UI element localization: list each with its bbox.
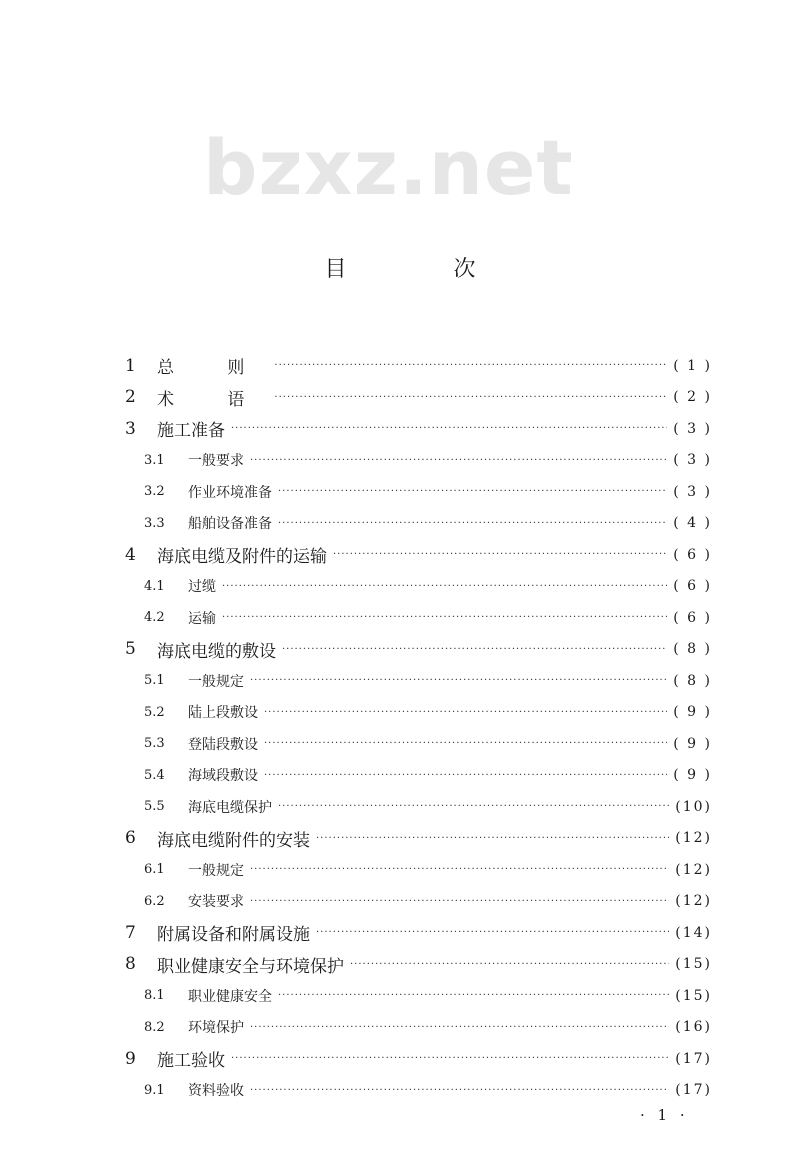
toc-entry [122, 791, 712, 823]
toc-entry [122, 539, 712, 571]
toc-leader-dots [231, 1053, 669, 1064]
toc-entry-page: ( 6 ) [673, 578, 712, 595]
toc-entry-number: 9 [125, 1048, 136, 1069]
toc-entry [122, 917, 712, 949]
watermark: bzxz.net [203, 123, 574, 212]
toc-entry-number: 3 [125, 418, 136, 439]
page-title: 目 次 [324, 257, 526, 282]
toc-entry [122, 823, 712, 855]
toc-entry-label: 作业环境准备 [188, 484, 272, 501]
toc-entry [122, 697, 712, 729]
toc-leader-dots [264, 770, 667, 781]
toc-entry-label: 海底电缆附件的安装 [157, 830, 310, 851]
toc-entry-number: 5.2 [144, 704, 165, 720]
toc-entry-label: 术 语 [157, 389, 269, 410]
table-of-contents [122, 350, 712, 1106]
toc-leader-dots [274, 392, 667, 403]
toc-entry [122, 602, 712, 634]
toc-entry-number: 3.1 [144, 452, 165, 468]
toc-entry-label: 环境保护 [188, 1020, 244, 1037]
toc-entry-label: 海域段敷设 [188, 768, 258, 785]
toc-leader-dots [250, 675, 667, 686]
toc-leader-dots [350, 959, 669, 970]
toc-entry-label: 运输 [188, 610, 216, 627]
toc-leader-dots [278, 486, 667, 497]
toc-entry [122, 350, 712, 382]
toc-entry-number: 5 [125, 639, 136, 660]
toc-leader-dots [333, 549, 667, 560]
page-number: · 1 · [640, 1106, 689, 1124]
toc-entry [122, 980, 712, 1012]
toc-entry-number: 6 [125, 828, 136, 849]
toc-entry-page: (17) [675, 1050, 712, 1067]
toc-entry [122, 634, 712, 666]
toc-leader-dots [274, 360, 667, 371]
toc-entry-label: 海底电缆及附件的运输 [157, 547, 327, 568]
toc-entry-label: 登陆段敷设 [188, 736, 258, 753]
toc-entry [122, 760, 712, 792]
toc-entry [122, 854, 712, 886]
toc-entry-label: 一般规定 [188, 862, 244, 879]
toc-leader-dots [316, 833, 669, 844]
toc-entry-label: 过缆 [188, 579, 216, 596]
toc-entry-page: ( 6 ) [673, 546, 712, 563]
toc-entry [122, 508, 712, 540]
toc-entry-label: 施工准备 [157, 421, 225, 442]
toc-entry [122, 665, 712, 697]
toc-entry-page: ( 9 ) [673, 767, 712, 784]
toc-entry-label: 安装要求 [188, 894, 244, 911]
toc-entry-label: 一般规定 [188, 673, 244, 690]
toc-entry-number: 9.1 [144, 1082, 165, 1098]
toc-entry-label: 海底电缆的敷设 [157, 641, 276, 662]
toc-entry [122, 949, 712, 981]
toc-entry [122, 1012, 712, 1044]
toc-entry-number: 5.5 [144, 799, 165, 815]
toc-entry-number: 3.2 [144, 484, 165, 500]
toc-entry-page: ( 2 ) [673, 389, 712, 406]
toc-entry-page: ( 3 ) [673, 452, 712, 469]
toc-leader-dots [250, 896, 669, 907]
toc-entry-number: 5.3 [144, 736, 165, 752]
toc-leader-dots [282, 644, 667, 655]
toc-entry-number: 6.1 [144, 862, 165, 878]
toc-leader-dots [231, 423, 667, 434]
toc-entry-number: 7 [125, 922, 136, 943]
toc-leader-dots [222, 612, 667, 623]
toc-entry-number: 4.2 [144, 610, 165, 626]
toc-entry-number: 8.2 [144, 1019, 165, 1035]
toc-entry-page: ( 4 ) [673, 515, 712, 532]
toc-leader-dots [222, 581, 667, 592]
toc-entry-label: 总 则 [157, 358, 269, 379]
toc-entry-page: ( 8 ) [673, 672, 712, 689]
toc-entry [122, 571, 712, 603]
toc-entry-page: (17) [675, 1082, 712, 1099]
toc-entry [122, 413, 712, 445]
toc-entry-label: 海底电缆保护 [188, 799, 272, 816]
toc-entry-number: 5.1 [144, 673, 165, 689]
toc-leader-dots [264, 738, 667, 749]
toc-leader-dots [264, 707, 667, 718]
toc-entry-page: (12) [675, 830, 712, 847]
toc-entry-number: 2 [125, 387, 136, 408]
toc-entry-page: (16) [675, 1019, 712, 1036]
toc-entry-page: (15) [675, 987, 712, 1004]
toc-entry-label: 陆上段敷设 [188, 705, 258, 722]
toc-entry-number: 8 [125, 954, 136, 975]
toc-entry-page: (12) [675, 861, 712, 878]
toc-entry-number: 4 [125, 544, 136, 565]
toc-entry [122, 382, 712, 414]
toc-entry-label: 职业健康安全与环境保护 [157, 956, 344, 977]
toc-entry-number: 1 [125, 355, 136, 376]
toc-leader-dots [250, 455, 667, 466]
toc-entry-label: 船舶设备准备 [188, 516, 272, 533]
toc-entry [122, 728, 712, 760]
toc-leader-dots [278, 801, 669, 812]
toc-entry-page: ( 1 ) [673, 357, 712, 374]
toc-entry-page: ( 3 ) [673, 420, 712, 437]
toc-leader-dots [250, 1085, 669, 1096]
toc-leader-dots [278, 518, 667, 529]
toc-entry-number: 8.1 [144, 988, 165, 1004]
toc-entry-page: (12) [675, 893, 712, 910]
toc-entry-number: 4.1 [144, 578, 165, 594]
toc-entry-label: 资料验收 [188, 1083, 244, 1100]
toc-entry-page: (15) [675, 956, 712, 973]
toc-entry-label: 附属设备和附属设施 [157, 925, 310, 946]
toc-entry [122, 1043, 712, 1075]
toc-leader-dots [278, 990, 669, 1001]
toc-leader-dots [250, 1022, 669, 1033]
toc-entry-page: ( 9 ) [673, 735, 712, 752]
toc-entry-label: 一般要求 [188, 453, 244, 470]
toc-entry-page: ( 9 ) [673, 704, 712, 721]
toc-entry-page: (14) [675, 924, 712, 941]
toc-leader-dots [316, 927, 669, 938]
toc-entry-number: 5.4 [144, 767, 165, 783]
toc-entry-label: 施工验收 [157, 1051, 225, 1072]
toc-entry [122, 476, 712, 508]
toc-entry [122, 886, 712, 918]
toc-leader-dots [250, 864, 669, 875]
toc-entry-page: ( 3 ) [673, 483, 712, 500]
toc-entry-page: ( 8 ) [673, 641, 712, 658]
toc-entry-number: 6.2 [144, 893, 165, 909]
toc-entry [122, 445, 712, 477]
toc-entry-page: (10) [675, 798, 712, 815]
toc-entry-page: ( 6 ) [673, 609, 712, 626]
toc-entry-label: 职业健康安全 [188, 988, 272, 1005]
toc-entry [122, 1075, 712, 1107]
toc-entry-number: 3.3 [144, 515, 165, 531]
